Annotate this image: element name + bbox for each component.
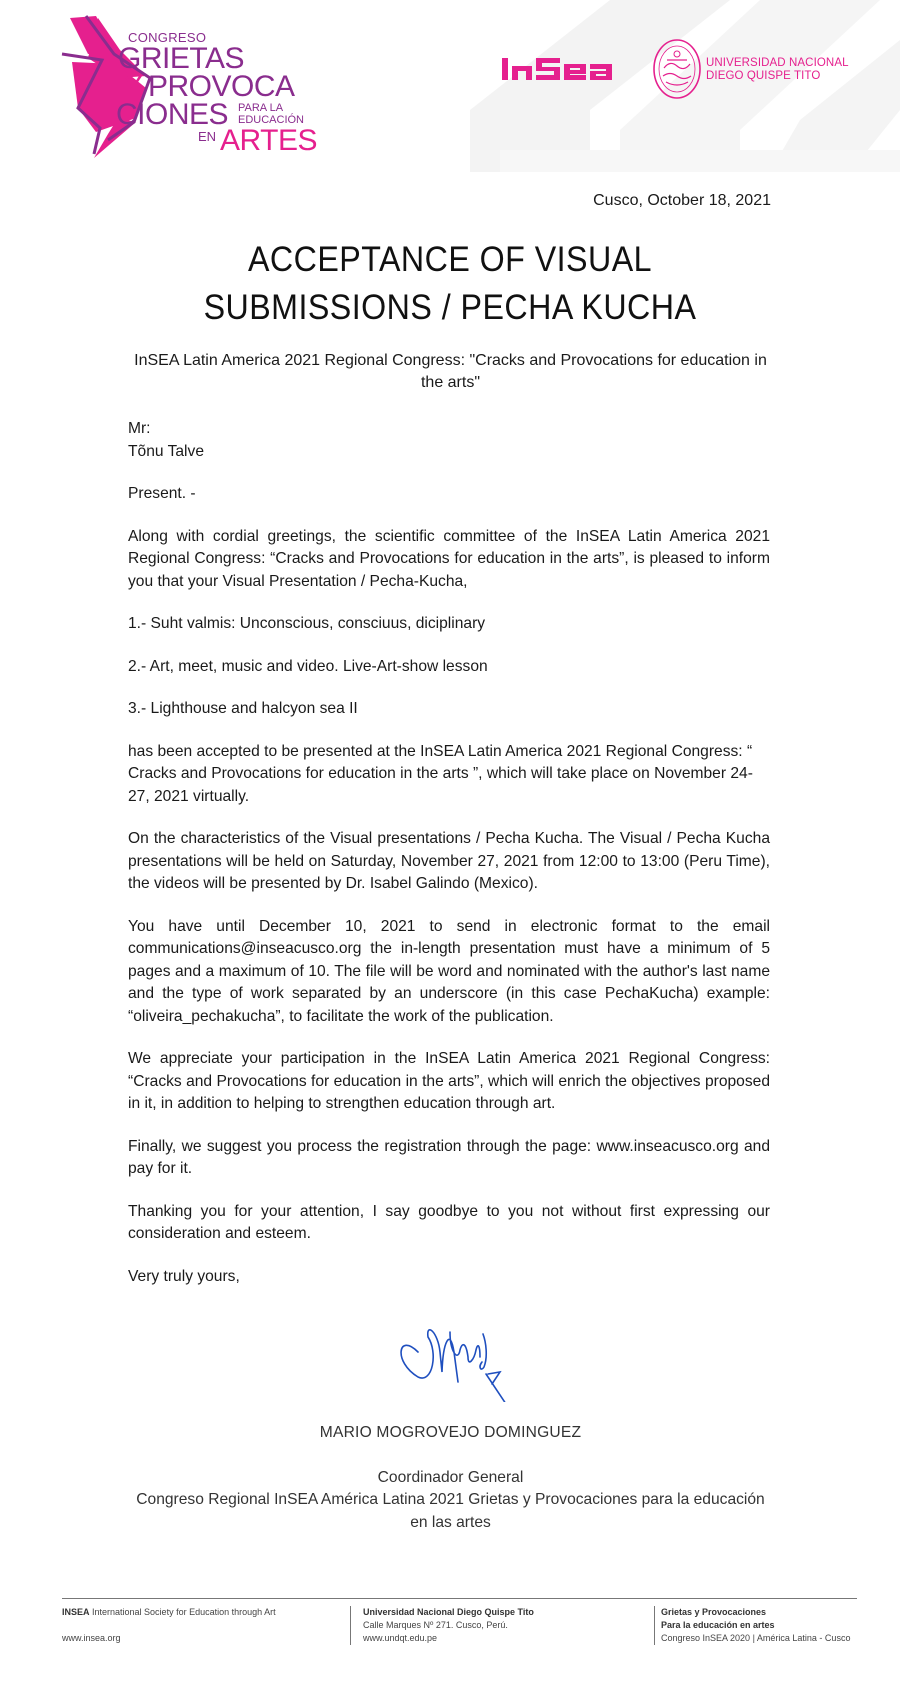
footer-university-name: Universidad Nacional Diego Quispe Tito [363,1607,534,1617]
recipient-block [128,418,770,463]
footer-insea-url[interactable]: www.insea.org [62,1633,121,1643]
characteristics-paragraph: On the characteristics of the Visual presentations / Pecha Kucha. The Visual / Pecha Kucha presentations will be held on Saturday, November 27, 2021 from 12:00 to 13:00 (Peru Time), the videos will be presented by Dr. Isabel Galindo (Mexico). [128,830,770,892]
logo-word-educacion: EDUCACIÓN [238,114,305,126]
university-logo-text [706,57,849,82]
logo-word-en: EN [198,129,217,144]
signatory-role: Coordinador General [377,1468,524,1486]
letter-title [36,236,864,332]
closing-line: Very truly yours, [128,1267,240,1285]
thanks-paragraph: Thanking you for your attention, I say goodbye to you not without first expressing our consideration and esteem. [128,1202,770,1242]
title-line-2: SUBMISSIONS / PECHA KUCHA [203,288,697,327]
present-line: Present. - [128,485,196,502]
logo-word-artes: ARTES [220,124,317,157]
logo-word-para-la-educacion [238,102,304,126]
signatory-organization: Congreso Regional InSEA América Latina 2021 Grietas y Provocaciones para la educación en las artes [136,1491,765,1531]
logo-word-para-la: PARA LA [238,102,284,114]
accepted-paragraph: has been accepted to be presented at the InSEA Latin America 2021 Regional Congress: “ Cracks and Provocations for education in the arts ”, which will take place on November 24-27, 2021 virtually. [128,742,753,805]
letter-date: Cusco, October 18, 2021 [593,192,771,209]
footer-divider [62,1598,857,1599]
recipient-name: Tõnu Talve [128,442,204,460]
footer-insea-description: International Society for Education through Art [89,1607,276,1617]
signatory-name: MARIO MOGROVEJO DOMINGUEZ [319,1424,582,1441]
deadline-paragraph: You have until December 10, 2021 to send in electronic format to the email communications@inseacusco.org the in-length presentation must have a minimum of 5 pages and a maximum of 10. The file will be word and nominated with the author's last name and the type of work separated by an underscore (in this case PechaKucha) example: “oliveira_pechakucha”, to facilitate the work of the publication. [128,917,770,1025]
signature-block [128,1422,773,1534]
footer-university-address: Calle Marques Nº 271. Cusco, Perú. [363,1620,508,1630]
work-item: 1.- Suht valmis: Unconscious, consciuus, diciplinary [128,615,486,632]
logo-word-congreso: CONGRESO [128,30,207,45]
footer-university [350,1606,643,1645]
appreciation-paragraph: We appreciate your participation in the InSEA Latin America 2021 Regional Congress: “Cracks and Provocations for education in the arts”, which will enrich the objectives proposed in it, in addition to helping to strengthen education through art. [128,1050,770,1112]
footer-congress-name: Grietas y Provocaciones [661,1607,767,1617]
registration-paragraph: Finally, we suggest you process the registration through the page: www.inseacusco.org and pay for it. [128,1137,770,1177]
logo-word-grietas: GRIETAS [118,42,244,75]
logo-word-ciones: CIONES [116,98,229,131]
footer-congress-tagline: Para la educación en artes [661,1620,775,1630]
university-logo-line1: UNIVERSIDAD NACIONAL [706,57,849,69]
handwritten-signature [388,1312,523,1402]
footer-insea [62,1606,342,1645]
university-seal-icon [652,38,702,100]
insea-logo [502,56,614,82]
congreso-grietas-logo [58,14,358,159]
university-logo-line2: DIEGO QUISPE TITO [706,69,821,82]
letter-body [128,418,770,1308]
footer-insea-name: INSEA [62,1607,90,1617]
letterhead [0,0,900,175]
salutation: Mr: [128,420,151,437]
title-line-1: ACCEPTANCE OF VISUAL [247,240,653,279]
logo-word-y: Y [123,70,144,103]
intro-paragraph: Along with cordial greetings, the scientific committee of the InSEA Latin America 2021 Regional Congress: “Cracks and Provocations for education in the arts”, is pleased to inform you that your Visual Presentation / Pecha-Kucha, [128,527,770,590]
work-item: 2.- Art, meet, music and video. Live-Art-show lesson [128,657,488,675]
letter-subtitle: InSEA Latin America 2021 Regional Congress: "Cracks and Provocations for education in the arts" [134,352,767,391]
footer-congress-info: Congreso InSEA 2020 | América Latina - Cusco [661,1633,851,1643]
logo-word-provoca: PROVOCA [148,70,295,103]
footer-university-url[interactable]: www.undqt.edu.pe [363,1633,438,1643]
work-item: 3.- Lighthouse and halcyon sea II [128,700,358,717]
footer-congress [654,1606,881,1645]
